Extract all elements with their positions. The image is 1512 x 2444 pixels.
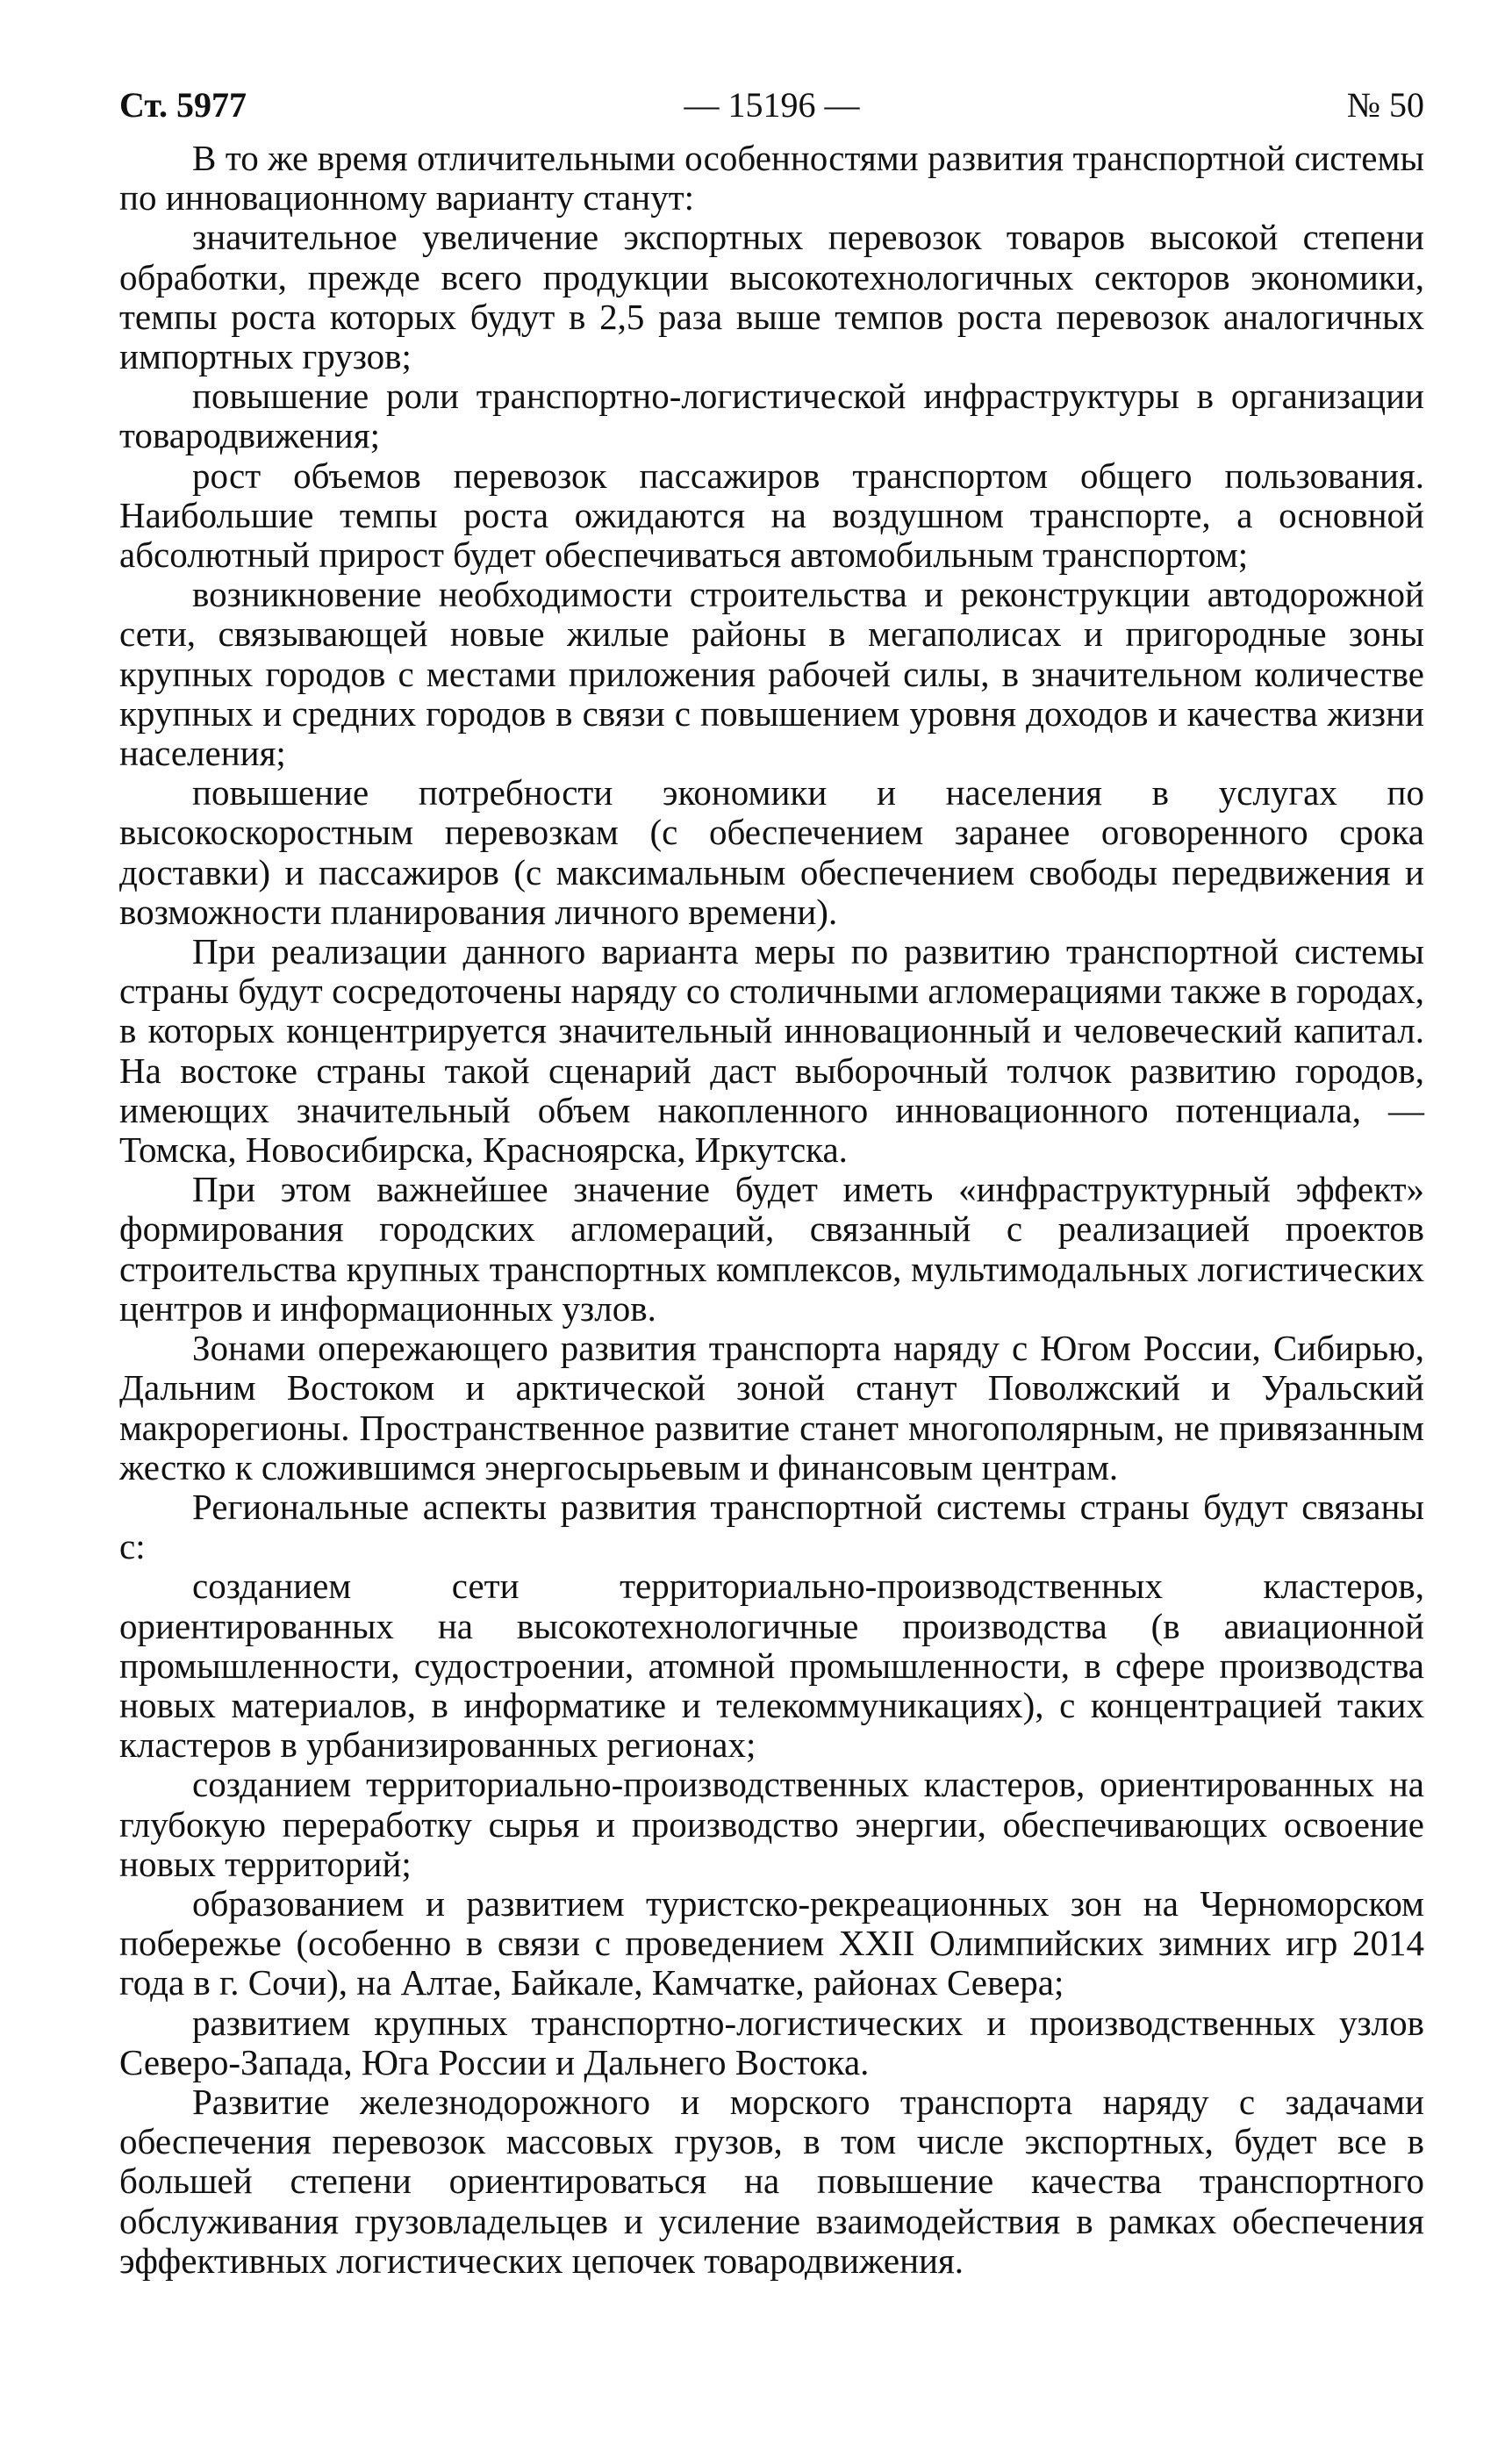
paragraph: повышение потребности экономики и населения в услугах по высокоскоростным перевозкам (с обеспечением заранее оговоренного срока доставки) и пассажиров (с максимальным обеспечением свободы передвижения и возможности планирования личного времени). (119, 772, 1424, 932)
paragraph: возникновение необходимости строительства и реконструкции автодорожной сети, связывающей новые жилые районы в мегаполисах и пригородные зоны крупных городов с местами приложения рабочей силы, в значительном количестве крупных и средних городов в связи с повышением уровня доходов и качества жизни населения; (119, 574, 1424, 774)
paragraph: повышение роли транспортно-логистической инфраструктуры в организации товародвижения; (119, 376, 1424, 456)
paragraph: При этом важнейшее значение будет иметь «инфраструктурный эффект» формирования городских агломераций, связанный с реализацией проектов строительства крупных транспортных комплексов, мультимодальных логистических центров и информационных узлов. (119, 1169, 1424, 1329)
paragraph: Зонами опережающего развития транспорта наряду с Югом России, Сибирью, Дальним Востоком и арктической зоной станут Поволжский и Уральский макрорегионы. Пространственное развитие станет многополярным, не привязанным жестко к сложившимся энергосырьевым и финансовым центрам. (119, 1328, 1424, 1487)
paragraph: значительное увеличение экспортных перевозок товаров высокой степени обработки, прежде всего продукции высокотехнологичных секторов экономики, темпы роста которых будут в 2,5 раза выше темпов роста перевозок аналогичных импортных грузов; (119, 217, 1424, 377)
issue-number: № 50 (1346, 85, 1424, 125)
document-page (119, 77, 1424, 2281)
article-number: Ст. 5977 (119, 85, 247, 125)
paragraph: рост объемов перевозок пассажиров транспортом общего пользования. Наибольшие темпы роста ожидаются на воздушном транспорте, а основной абсолютный прирост будет обеспечиваться автомобильным транспортом; (119, 455, 1424, 576)
paragraph: Региональные аспекты развития транспортной системы страны будут связаны с: (119, 1486, 1424, 1567)
paragraph: созданием сети территориально-производственных кластеров, ориентированных на высокотехнологичные производства (в авиационной промышленности, судостроении, атомной промышленности, в сфере производства новых материалов, в информатике и телекоммуникациях), с концентрацией таких кластеров в урбанизированных регионах; (119, 1566, 1424, 1766)
paragraph: При реализации данного варианта меры по развитию транспортной системы страны будут сосредоточены наряду со столичными агломерациями также в городах, в которых концентрируется значительный инновационный и человеческий капитал. На востоке страны такой сценарий даст выборочный толчок развитию городов, имеющих значительный объем накопленного инновационного потенциала, — Томска, Новосибирска, Красноярска, Иркутска. (119, 931, 1424, 1171)
paragraph: созданием территориально-производственных кластеров, ориентированных на глубокую переработку сырья и производство энергии, обеспечивающих освоение новых территорий; (119, 1764, 1424, 1884)
paragraph: В то же время отличительными особенностями развития транспортной системы по инновационному варианту станут: (119, 138, 1424, 219)
paragraph: развитием крупных транспортно-логистических и производственных узлов Северо-Запада, Юга России и Дальнего Востока. (119, 2002, 1424, 2082)
document-body (119, 139, 1424, 2281)
page-number: — 15196 — (684, 85, 860, 125)
page-header (119, 77, 1424, 133)
paragraph: образованием и развитием туристско-рекреационных зон на Черноморском побережье (особенно в связи с проведением XXII Олимпийских зимних игр 2014 года в г. Сочи), на Алтае, Байкале, Камчатке, районах Севера; (119, 1882, 1424, 2003)
paragraph: Развитие железнодорожного и морского транспорта наряду с задачами обеспечения перевозок массовых грузов, в том числе экспортных, будет все в большей степени ориентироваться на повышение качества транспортного обслуживания грузовладельцев и усиление взаимодействия в рамках обеспечения эффективных логистических цепочек товародвижения. (119, 2081, 1424, 2281)
